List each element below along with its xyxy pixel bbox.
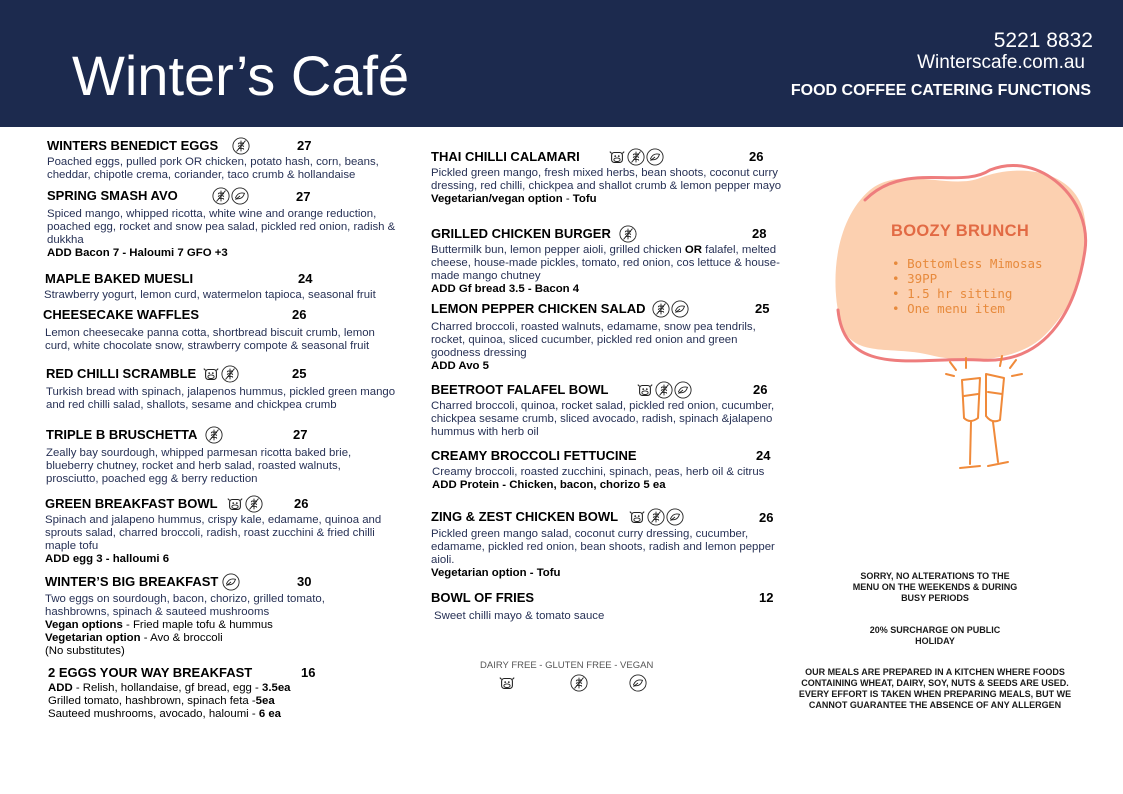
item-description: Pickled green mango salad, coconut curry dressing, cucumber, edamame, pickled red onion, bean shoots, radish and lemon pepper aioli. (431, 528, 775, 566)
wheat-icon (655, 381, 673, 399)
item-name: TRIPLE B BRUSCHETTA (46, 427, 198, 442)
item-price: 28 (752, 226, 767, 241)
menu-item (431, 299, 801, 373)
item-price: 12 (759, 590, 774, 605)
item-name: BOWL OF FRIES (431, 590, 535, 605)
brunch-title: BOOZY BRUNCH (891, 222, 1030, 240)
vegan-option-label: Vegan options (45, 619, 123, 631)
add-text: - Relish, hollandaise, gf bread, egg - (72, 682, 263, 694)
leaf-icon (231, 187, 249, 205)
cow-icon (636, 381, 654, 399)
menu-item (45, 494, 415, 566)
item-description: Spinach and jalapeno hummus, crispy kale, edamame, quinoa and sprouts salad, charred broccoli, radish, roast zucchini & fried chilli maple tofu (45, 514, 382, 552)
leaf-icon (666, 508, 684, 526)
add-price: 3.5ea (262, 682, 291, 694)
item-name: ZING & ZEST CHICKEN BOWL (431, 509, 619, 524)
vegetarian-option-label: Vegetarian option (45, 632, 141, 644)
item-name: RED CHILLI SCRAMBLE (46, 366, 197, 381)
item-name: WINTERS BENEDICT EGGS (47, 138, 219, 153)
item-description: Spiced mango, whipped ricotta, white wine and orange reduction, poached egg, rocket and snow pea salad, pickled red onion, radish & dukkha (47, 208, 396, 246)
item-name: CREAMY BROCCOLI FETTUCINE (431, 448, 637, 463)
menu-item (431, 507, 801, 580)
menu-item (46, 364, 416, 412)
item-note: (No substitutes) (45, 645, 125, 657)
line3-text: Sauteed mushrooms, avocado, haloumi - (48, 708, 259, 720)
item-description: Two eggs on sourdough, bacon, chorizo, grilled tomato, hashbrowns, spinach & sauteed mushrooms (45, 593, 325, 618)
item-name: GREEN BREAKFAST BOWL (45, 496, 218, 511)
item-description: Buttermilk bun, lemon pepper aioli, grilled chicken (431, 244, 685, 256)
wheat-icon (652, 300, 670, 318)
cow-icon (202, 365, 220, 383)
leaf-icon (674, 381, 692, 399)
vegetarian-option-text: - Avo & broccoli (140, 632, 223, 644)
cow-icon (498, 674, 516, 692)
menu-item (431, 588, 801, 623)
item-price: 26 (749, 149, 764, 164)
item-name: MAPLE BAKED MUESLI (45, 271, 194, 286)
item-name: WINTER’S BIG BREAKFAST (45, 574, 219, 589)
vegetarian-option-text: Tofu (572, 193, 597, 205)
header-banner (0, 0, 1123, 127)
cow-icon (628, 508, 646, 526)
wheat-icon (205, 426, 223, 444)
item-description: Charred broccoli, quinoa, rocket salad, pickled red onion, cucumber, chickpea sesame crumb, sliced avocado, radish, spinach &jalapeno hummus with herb oil (431, 400, 775, 438)
leaf-icon (222, 573, 240, 591)
tagline: FOOD COFFEE CATERING FUNCTIONS (790, 82, 1091, 99)
menu-item (47, 186, 417, 260)
leaf-icon (646, 148, 664, 166)
menu-item (431, 224, 801, 296)
menu-item (431, 147, 801, 206)
item-description: Lemon cheesecake panna cotta, shortbread biscuit crumb, lemon curd, white chocolate snow, strawberry compote & seasonal fruit (45, 327, 375, 352)
item-addons: ADD Avo 5 (431, 360, 490, 372)
item-price: 27 (293, 427, 308, 442)
menu-item (45, 269, 415, 302)
cow-icon (608, 148, 626, 166)
item-name: GRILLED CHICKEN BURGER (431, 226, 611, 241)
item-description: Turkish bread with spinach, jalapenos hummus, pickled green mango and red chilli salad, shallots, sesame and chickpea crumb (46, 386, 396, 411)
phone-number: 5221 8832 (993, 29, 1093, 52)
menu-item (46, 425, 416, 486)
item-addons: ADD Gf bread 3.5 - Bacon 4 (431, 283, 580, 295)
menu-item (48, 663, 418, 721)
item-name: SPRING SMASH AVO (47, 188, 178, 203)
line3-price: 6 ea (258, 708, 282, 720)
item-name: BEETROOT FALAFEL BOWL (431, 382, 609, 397)
legend-text: DAIRY FREE - GLUTEN FREE - VEGAN (480, 660, 654, 671)
or-label: OR (684, 244, 702, 256)
wheat-icon (245, 495, 263, 513)
item-price: 26 (753, 382, 768, 397)
item-price: 24 (298, 271, 313, 286)
item-addons: Vegetarian option - Tofu (431, 567, 561, 579)
item-name: LEMON PEPPER CHICKEN SALAD (431, 301, 646, 316)
item-price: 27 (297, 138, 312, 153)
item-price: 26 (292, 307, 307, 322)
brunch-item: • 1.5 hr sitting (892, 286, 1043, 301)
item-price: 27 (296, 189, 311, 204)
item-name: THAI CHILLI CALAMARI (431, 149, 580, 164)
wheat-icon (619, 225, 637, 243)
page-title: Winter’s Café (72, 44, 410, 107)
wheat-icon (627, 148, 645, 166)
item-price: 16 (301, 665, 316, 680)
item-price: 30 (297, 574, 312, 589)
wheat-icon (647, 508, 665, 526)
item-description-cont: falafel, melted cheese, house-made pickles, tomato, red onion, cos lettuce & house-made mango chutney (431, 244, 780, 282)
line2-text: Grilled tomato, hashbrown, spinach feta - (48, 695, 256, 707)
item-addons: ADD Bacon 7 - Haloumi 7 GFO +3 (47, 247, 228, 259)
wheat-icon (570, 674, 588, 692)
add-label: ADD (48, 682, 73, 694)
item-price: 24 (756, 448, 771, 463)
item-description: Charred broccoli, roasted walnuts, edamame, snow pea tendrils, rocket, quinoa, sliced cucumber, pickled red onion and green goodness dressing (431, 321, 756, 359)
item-price: 25 (755, 301, 770, 316)
leaf-icon (629, 674, 647, 692)
website: Winterscafe.com.au (917, 52, 1085, 73)
wheat-icon (221, 365, 239, 383)
item-description: Strawberry yogurt, lemon curd, watermelon tapioca, seasonal fruit (44, 289, 376, 301)
brunch-list (892, 256, 1043, 316)
item-description: Poached eggs, pulled pork OR chicken, potato hash, corn, beans, cheddar, chipotle crema, coriander, taco crumb & hollandaise (47, 156, 379, 181)
item-description: Sweet chilli mayo & tomato sauce (434, 610, 605, 622)
item-description: Pickled green mango, fresh mixed herbs, bean shoots, coconut curry dressing, red chilli, chickpea and shallot crumb & lemon pepper mayo (431, 167, 782, 192)
vegan-option-text: - Fried maple tofu & hummus (122, 619, 273, 631)
brunch-item: • Bottomless Mimosas (892, 256, 1043, 271)
leaf-icon (671, 300, 689, 318)
item-price: 26 (759, 510, 774, 525)
item-price: 25 (292, 366, 307, 381)
champagne-glasses-icon (940, 352, 1032, 478)
menu-item (431, 380, 801, 439)
item-price: 26 (294, 496, 309, 511)
menu-item (45, 572, 415, 658)
wheat-icon (232, 137, 250, 155)
alterations-notice: SORRY, NO ALTERATIONS TO THE MENU ON THE WEEKENDS & DURING BUSY PERIODS (852, 571, 1018, 603)
menu-item (431, 446, 801, 492)
line2-price: 5ea (255, 695, 275, 707)
item-addons: ADD Protein - Chicken, bacon, chorizo 5 ea (432, 479, 666, 491)
item-name: CHEESECAKE WAFFLES (43, 307, 200, 322)
vegetarian-option-label: Vegetarian/vegan option (431, 193, 563, 205)
brunch-item: • One menu item (892, 301, 1043, 316)
surcharge-notice: 20% SURCHARGE ON PUBLIC HOLIDAY (869, 625, 1001, 646)
wheat-icon (212, 187, 230, 205)
cow-icon (226, 495, 244, 513)
menu-item (43, 305, 413, 353)
dietary-legend (480, 660, 660, 671)
item-name: 2 EGGS YOUR WAY BREAKFAST (48, 665, 253, 680)
menu-item (47, 136, 417, 182)
allergen-notice: OUR MEALS ARE PREPARED IN A KITCHEN WHERE FOODS CONTAINING WHEAT, DAIRY, SOY, NUTS & SEEDS ARE USED. EVERY EFFORT IS TAKEN WHEN PREPARING MEALS, BUT WE CANNOT GUARANTEE THE ABSENCE OF ANY ALLERGEN (798, 667, 1072, 710)
separator: - (562, 193, 573, 205)
item-addons: ADD egg 3 - halloumi 6 (45, 553, 170, 565)
brunch-item: • 39PP (892, 271, 1043, 286)
item-description: Zeally bay sourdough, whipped parmesan ricotta baked brie, blueberry chutney, rocket and herb salad, roasted walnuts, prosciutto, poached egg & berry reduction (46, 447, 352, 485)
item-description: Creamy broccoli, roasted zucchini, spinach, peas, herb oil & citrus (432, 466, 765, 478)
